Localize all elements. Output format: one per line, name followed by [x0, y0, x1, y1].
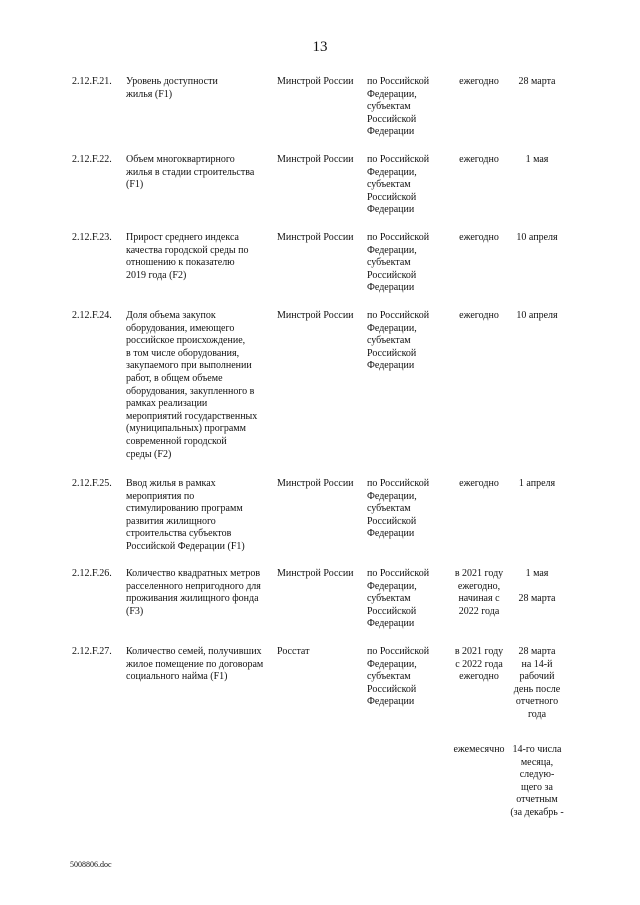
reporting-frequency: ежемесячно — [453, 744, 505, 755]
reporting-level: по Российской Федерации, субъектам Российской Федерации — [367, 646, 430, 708]
reporting-frequency: в 2021 году с 2022 года ежегодно — [454, 646, 504, 683]
responsible-agency: Минстрой России — [277, 232, 354, 243]
submission-date: 1 мая 28 марта — [518, 568, 556, 605]
reporting-frequency: ежегодно — [459, 76, 499, 87]
indicator-name: Прирост среднего индекса качества городской среды по отношению к показателю 2019 года (F2) — [126, 232, 249, 281]
submission-date: 14-го числа месяца, следую- щего за отчетным (за декабрь - — [510, 744, 564, 818]
reporting-level: по Российской Федерации, субъектам Российской Федерации — [367, 568, 430, 630]
reporting-level: по Российской Федерации, субъектам Российской Федерации — [367, 232, 430, 294]
responsible-agency: Росстат — [277, 646, 310, 657]
row-number: 2.12.F.25. — [72, 478, 112, 489]
indicator-name: Количество квадратных метров расселенного непригодного для проживания жилищного фонда (F3) — [126, 568, 261, 617]
reporting-level: по Российской Федерации, субъектам Российской Федерации — [367, 310, 430, 372]
page-number: 13 — [312, 39, 328, 55]
submission-date: 1 мая — [525, 154, 549, 165]
reporting-level: по Российской Федерации, субъектам Российской Федерации — [367, 154, 430, 216]
submission-date: 10 апреля — [516, 310, 558, 321]
row-number: 2.12.F.27. — [72, 646, 112, 657]
reporting-level: по Российской Федерации, субъектам Российской Федерации — [367, 478, 430, 540]
reporting-frequency: ежегодно — [459, 232, 499, 243]
indicator-name: Объем многоквартирного жилья в стадии строительства (F1) — [126, 154, 255, 191]
reporting-frequency: ежегодно — [459, 154, 499, 165]
submission-date: 1 апреля — [518, 478, 556, 489]
responsible-agency: Минстрой России — [277, 310, 354, 321]
row-number: 2.12.F.23. — [72, 232, 112, 243]
indicator-name: Уровень доступности жилья (F1) — [126, 76, 218, 100]
submission-date: 28 марта — [518, 76, 556, 87]
indicator-name: Ввод жилья в рамках мероприятия по стимулированию программ развития жилищного строительства субъектов Российской Федерации (F1) — [126, 478, 245, 552]
responsible-agency: Минстрой России — [277, 478, 354, 489]
row-number: 2.12.F.26. — [72, 568, 112, 579]
responsible-agency: Минстрой России — [277, 76, 354, 87]
submission-date: 28 марта на 14-й рабочий день после отчетного года — [513, 646, 561, 720]
reporting-frequency: ежегодно — [459, 310, 499, 321]
row-number: 2.12.F.22. — [72, 154, 112, 165]
responsible-agency: Минстрой России — [277, 154, 354, 165]
reporting-level: по Российской Федерации, субъектам Российской Федерации — [367, 76, 430, 138]
row-number: 2.12.F.24. — [72, 310, 112, 321]
row-number: 2.12.F.21. — [72, 76, 112, 87]
indicator-name: Количество семей, получивших жилое помещение по договорам социального найма (F1) — [126, 646, 264, 683]
responsible-agency: Минстрой России — [277, 568, 354, 579]
reporting-frequency: в 2021 году ежегодно, начиная с 2022 года — [454, 568, 504, 617]
reporting-frequency: ежегодно — [459, 478, 499, 489]
indicator-name: Доля объема закупок оборудования, имеющего российское происхождение, в том числе оборудования, закупаемого при выполнении работ, в общем объеме оборудования, закупленного в рамках реализации мероприятий государственных (муниципальных) программ современной городской среды (F2) — [126, 310, 258, 460]
document-footer: 5008806.doc — [70, 860, 112, 869]
submission-date: 10 апреля — [516, 232, 558, 243]
